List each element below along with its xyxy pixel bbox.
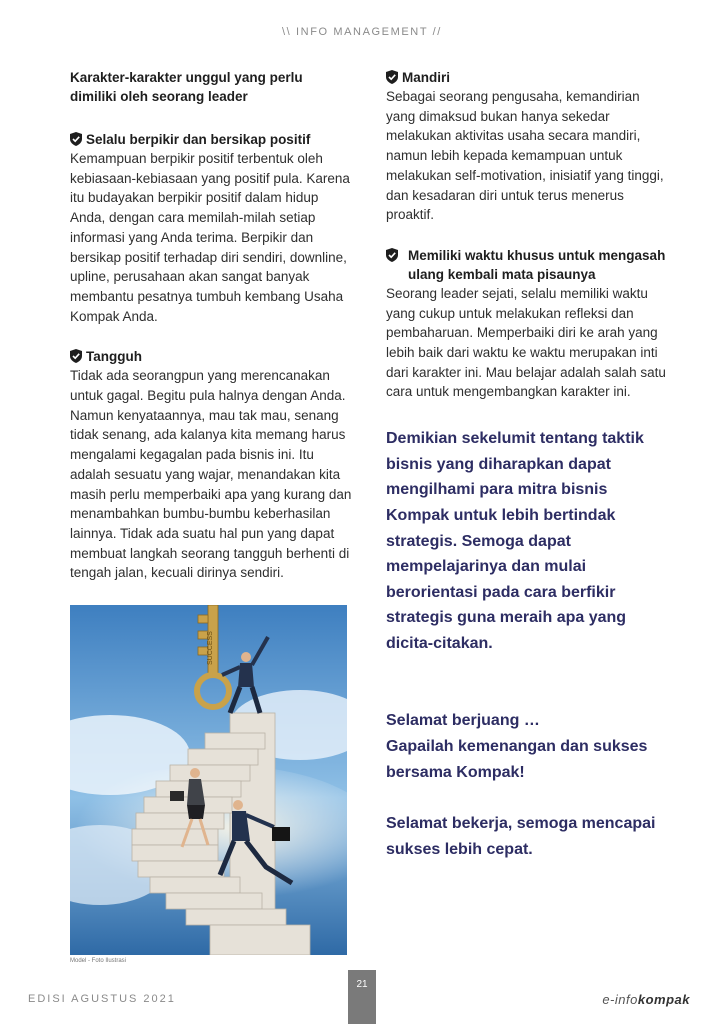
section-title: Tangguh <box>86 349 142 365</box>
section-body: Sebagai seorang pengusaha, kemandirian yang dimaksud bukan hanya sekedar melakukan aktivitas usaha secara mandiri, namun lebih kepada kemampuan untuk melakukan self-motivation, inisiatif yang tinggi, dan kesadaran diri untuk terus menerus proaktif. <box>386 89 664 223</box>
brand-prefix: e-info <box>602 992 638 1007</box>
illustration-photo <box>70 605 347 955</box>
section-title: Selalu berpikir dan bersikap positif <box>86 132 311 147</box>
section-title: Mandiri <box>402 70 451 85</box>
final-line: Selamat bekerja, semoga mencapai sukses lebih cepat. <box>386 815 656 858</box>
section-header: \\ INFO MANAGEMENT // <box>282 26 442 38</box>
brand-name: kompak <box>637 992 690 1007</box>
page-number-box <box>348 970 376 1024</box>
greeting-line-1: Selamat berjuang … <box>386 712 540 730</box>
intro-heading: Karakter-karakter unggul yang perlu dimiliki oleh seorang leader <box>70 70 303 104</box>
section-body: Kemampuan berpikir positif terbentuk oleh kebiasaan-kebiasaan yang positif pula. Karena itu budayakan berpikir positif dalam hidup Anda, dengan cara memilah-milah setiap informasi yang Anda terima. Berpikir dan bersikap positif terhadap diri sendiri, downline, upline, perusahaan akan sangat banyak membantu pesatnya tumbuh kembang Usaha Kompak Anda. <box>70 151 350 324</box>
section-tangguh <box>70 347 352 583</box>
section-positif <box>70 130 352 326</box>
key-engraving: SUCCESS <box>207 631 214 665</box>
section-title: Memiliki waktu khusus untuk mengasah ulang kembali mata pisaunya <box>408 247 666 282</box>
section-waktu-khusus <box>386 246 671 402</box>
page-number: 21 <box>356 979 368 990</box>
left-column <box>70 68 352 604</box>
shield-check-icon <box>386 248 398 262</box>
right-column <box>386 68 671 862</box>
shield-check-icon <box>70 132 82 146</box>
stairs-key-illustration <box>70 605 347 955</box>
photo-caption: Model - Foto Ilustrasi <box>70 958 127 964</box>
section-body: Seorang leader sejati, selalu memiliki waktu yang cukup untuk melakukan refleksi dan pembaharuan. Memperbaiki diri ke arah yang lebih baik dari waktu ke waktu merupakan inti dari karakter ini. Mau belajar adalah salah satu cara untuk mengembangkan karakter ini. <box>386 285 666 400</box>
brand-logo <box>602 992 690 1007</box>
section-mandiri <box>386 68 671 225</box>
closing-block <box>386 426 671 862</box>
section-body: Tidak ada seorangpun yang merencanakan untuk gagal. Begitu pula halnya dengan Anda. Namun kenyataannya, mau tak mau, senang tidak senang, ada kalanya kita memang harus mengalami kegagalan pada bisnis ini. Itu adalah sesuatu yang wajar, menandakan kita masih perlu memperbaiki apa yang kurang dan menambahkan bumbu-bumbu keberhasilan lainnya. Tidak ada suatu hal pun yang dapat membuat langkah seorang tangguh berhenti di tengah jalan, kecuali dirinya sendiri. <box>70 368 352 581</box>
shield-check-icon <box>70 349 82 363</box>
edition-label: EDISI AGUSTUS 2021 <box>28 993 176 1005</box>
closing-paragraph: Demikian sekelumit tentang taktik bisnis yang diharapkan dapat mengilhami para mitra bisnis Kompak untuk lebih bertindak strategis. Semoga dapat mempelajarinya dan mulai berorientasi pada cara berfikir strategis guna meraih apa yang dicita-citakan. <box>386 430 644 652</box>
shield-check-icon <box>386 70 398 84</box>
greeting-line-2: Gapailah kemenangan dan sukses bersama Kompak! <box>386 738 648 781</box>
